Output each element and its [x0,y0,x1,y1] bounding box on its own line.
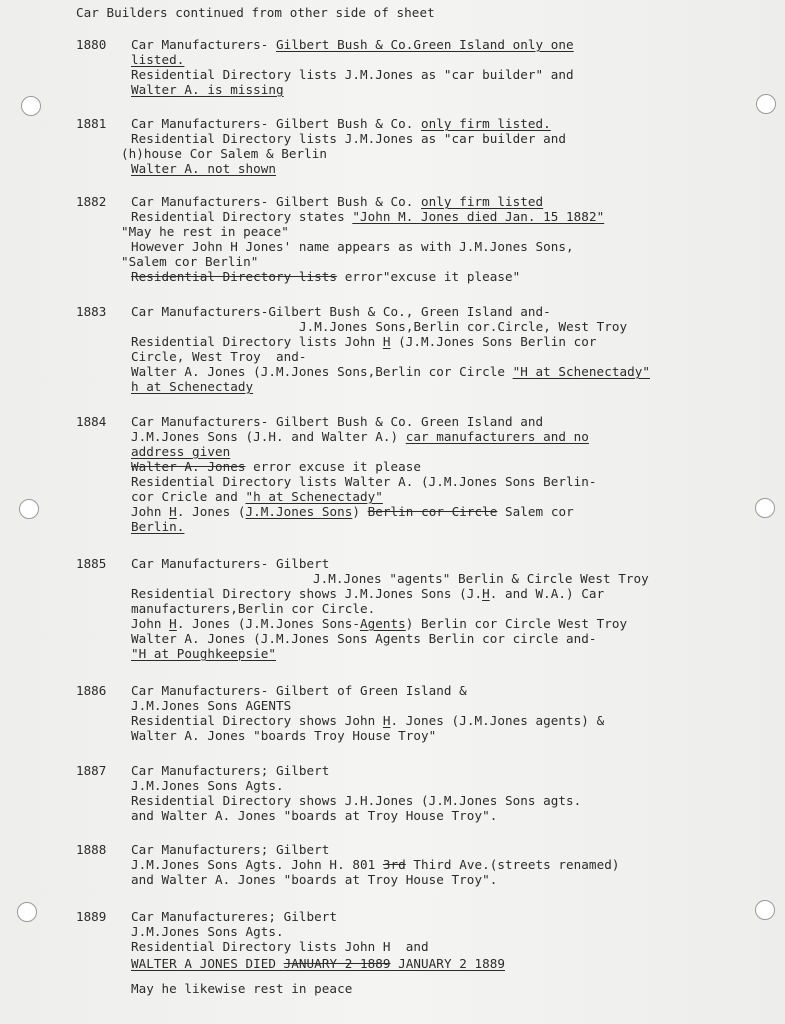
entry-line: J.M.Jones Sons,Berlin cor.Circle, West Troy [299,319,628,334]
entry-line: J.M.Jones Sons Agts. [131,778,284,793]
entry-line: Car Manufacturers-Gilbert Bush & Co., Green Island and- [131,304,551,319]
entry-line: John H. Jones (J.M.Jones Sons-Agents) Berlin cor Circle West Troy [131,616,628,631]
entry-line: h at Schenectady [131,379,254,394]
entry-line: Car Manufacturers- Gilbert of Green Island & [131,683,467,698]
entry-line: However John H Jones' name appears as with J.M.Jones Sons, [131,239,574,254]
entry-line: Residential Directory lists Walter A. (J.M.Jones Sons Berlin- [131,474,597,489]
binder-hole-left-bottom [17,902,37,922]
entry-line: (h)house Cor Salem & Berlin [121,146,328,161]
entry-line: Car Manufacturers- Gilbert Bush & Co. only firm listed. [131,116,551,131]
entry-line: Car Manufacturers- Gilbert Bush & Co.Green Island only one [131,37,574,52]
entry-line: "H at Poughkeepsie" [131,646,277,661]
entry-line: "Salem cor Berlin" [121,254,259,269]
entry-year: 1885 [76,556,107,571]
entry-line: Car Manufactureres; Gilbert [131,909,338,924]
entry-line: "May he rest in peace" [121,224,289,239]
binder-hole-left-middle [19,499,39,519]
entry-line: J.M.Jones Sons AGENTS [131,698,292,713]
entry-line: John H. Jones (J.M.Jones Sons) Berlin cor Circle Salem cor [131,504,574,519]
entry-line: Circle, West Troy and- [131,349,307,364]
entry-year: 1883 [76,304,107,319]
entry-line: J.M.Jones Sons (J.H. and Walter A.) car manufacturers and no [131,429,589,444]
entry-line: WALTER A JONES DIED JANUARY 2 1889 JANUARY 2 1889 [131,956,505,971]
entry-line: Residential Directory lists John H and [131,939,429,954]
entry-line: Car Manufacturers- Gilbert Bush & Co. only firm listed [131,194,544,209]
entry-line: Residential Directory shows John H. Jones (J.M.Jones agents) & [131,713,605,728]
entry-line: Residential Directory states "John M. Jones died Jan. 15 1882" [131,209,605,224]
entry-line: Berlin. [131,519,185,534]
entry-line: Walter A. Jones (J.M.Jones Sons,Berlin cor Circle "H at Schenectady" [131,364,650,379]
entry-line: J.M.Jones "agents" Berlin & Circle West Troy [313,571,649,586]
entry-year: 1880 [76,37,107,52]
binder-hole-right-bottom [755,900,775,920]
entry-line: Car Manufacturers- Gilbert Bush & Co. Green Island and [131,414,544,429]
page-header: Car Builders continued from other side of sheet [76,5,435,20]
entry-line: Car Manufacturers- Gilbert [131,556,330,571]
binder-hole-left-top [21,96,41,116]
entry-year: 1889 [76,909,107,924]
entry-line: Walter A. Jones error excuse it please [131,459,422,474]
entry-year: 1882 [76,194,107,209]
entry-line: and Walter A. Jones "boards at Troy House Troy". [131,872,498,887]
entry-line: J.M.Jones Sons Agts. John H. 801 3rd Third Ave.(streets renamed) [131,857,620,872]
entry-line: Walter A. Jones "boards Troy House Troy" [131,728,437,743]
entry-line: cor Cricle and "h at Schenectady" [131,489,383,504]
entry-year: 1884 [76,414,107,429]
entry-line: Car Manufacturers; Gilbert [131,763,330,778]
entry-line: J.M.Jones Sons Agts. [131,924,284,939]
entry-year: 1888 [76,842,107,857]
entry-line: Car Manufacturers; Gilbert [131,842,330,857]
binder-hole-right-top [756,94,776,114]
entry-line: Walter A. not shown [131,161,277,176]
entry-year: 1887 [76,763,107,778]
entry-line: Walter A. Jones (J.M.Jones Sons Agents Berlin cor circle and- [131,631,597,646]
entry-year: 1886 [76,683,107,698]
entry-line: Residential Directory lists J.M.Jones as "car builder" and [131,67,574,82]
entry-line: Walter A. is missing [131,82,284,97]
entry-line: Residential Directory shows J.H.Jones (J.M.Jones Sons agts. [131,793,582,808]
entry-line: and Walter A. Jones "boards at Troy House Troy". [131,808,498,823]
entry-line: address given [131,444,231,459]
entry-line: Residential Directory lists error"excuse it please" [131,269,521,284]
entry-year: 1881 [76,116,107,131]
entry-line: manufacturers,Berlin cor Circle. [131,601,376,616]
entry-line: listed. [131,52,185,67]
entry-line: May he likewise rest in peace [131,981,353,996]
entry-line: Residential Directory shows J.M.Jones Sons (J.H. and W.A.) Car [131,586,605,601]
entry-line: Residential Directory lists John H (J.M.Jones Sons Berlin cor [131,334,597,349]
entry-line: Residential Directory lists J.M.Jones as "car builder and [131,131,567,146]
binder-hole-right-middle [755,498,775,518]
